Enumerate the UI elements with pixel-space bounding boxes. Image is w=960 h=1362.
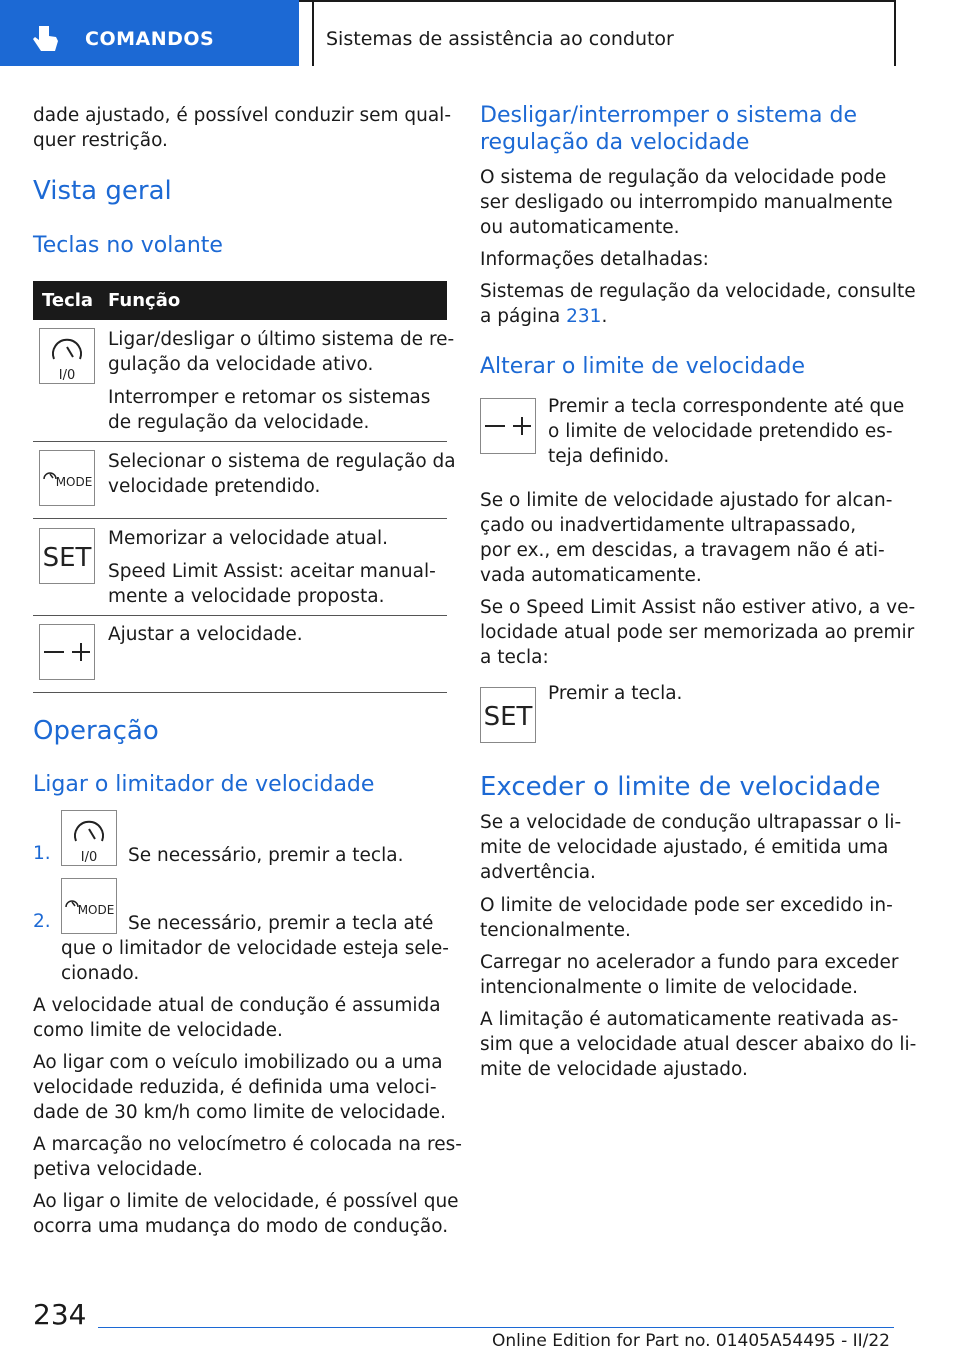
- header-divider-right: [894, 0, 896, 66]
- step-2-number: 2.: [33, 911, 51, 932]
- table-row-1-text-2: Interromper e retomar os sistemas de regulação da velocidade.: [108, 387, 431, 433]
- svg-text:SET: SET: [483, 702, 533, 732]
- heading-switch-on: Ligar o limitador de velocidade: [33, 772, 375, 797]
- paragraph: A velocidade atual de condução é assumida como limite de velocidade.: [33, 995, 441, 1041]
- col-function-header: Função: [108, 290, 181, 311]
- intro-paragraph: dade ajustado, é possível conduzir sem qual- quer restrição.: [33, 105, 451, 151]
- change-key: [480, 398, 536, 454]
- section-title: Sistemas de assistência ao condutor: [326, 28, 674, 50]
- heading-keys: Teclas no volante: [33, 233, 223, 258]
- paragraph: Carregar no acelerador a fundo para exceder intencionalmente o limite de velocidade.: [480, 952, 899, 998]
- set-key-icon: [481, 688, 535, 742]
- table-divider: [33, 518, 447, 519]
- paragraph: A marcação no velocímetro é colocada na res- petiva velocidade.: [33, 1134, 462, 1180]
- speedometer-i0-icon: [40, 329, 94, 383]
- key-set: [39, 528, 95, 584]
- paragraph: O limite de velocidade pode ser excedido in- tencionalmente.: [480, 895, 893, 941]
- chapter-tab: [0, 0, 299, 66]
- set-key-icon: [40, 529, 94, 583]
- minus-plus-icon: [481, 399, 535, 453]
- heading-operation: Operação: [33, 716, 159, 746]
- table-row-4-text: Ajustar a velocidade.: [108, 624, 303, 645]
- press-key-text: Premir a tecla.: [548, 683, 683, 704]
- paragraph: Se a velocidade de condução ultrapassar o li- mite de velocidade ajustado, é emitida uma advertência.: [480, 812, 902, 883]
- step-1-text: Se necessário, premir a tecla.: [128, 845, 404, 866]
- svg-text:MODE: MODE: [77, 903, 115, 917]
- minus-plus-icon: [40, 625, 94, 679]
- step-2-key: [61, 878, 117, 934]
- table-row-1-text: Ligar/desligar o último sistema de re- gulação da velocidade ativo.: [108, 329, 455, 375]
- heading-switch-off: Desligar/interromper o sistema de regulação da velocidade: [480, 103, 857, 155]
- header-divider-left: [312, 0, 314, 66]
- heading-exceed-limit: Exceder o limite de velocidade: [480, 772, 881, 802]
- col-key-header: Tecla: [42, 290, 94, 311]
- press-key-set: [480, 687, 536, 743]
- svg-text:SET: SET: [42, 543, 92, 573]
- table-row-3-text: Memorizar a velocidade atual.: [108, 528, 389, 549]
- paragraph: Ao ligar com o veículo imobilizado ou a uma velocidade reduzida, é definida uma veloci- dade de 30 km/h como limite de velocidade.: [33, 1052, 446, 1123]
- speedometer-mode-icon: [40, 451, 94, 505]
- paragraph: A limitação é automaticamente reativada as- sim que a velocidade atual descer abaixo do li- mite de velocidade ajustado.: [480, 1009, 917, 1080]
- table-header: [33, 281, 447, 320]
- key-i0: [39, 328, 95, 384]
- key-minus-plus: [39, 624, 95, 680]
- paragraph: Se o Speed Limit Assist não estiver ativo, a ve- locidade atual pode ser memorizada ao premir a tecla:: [480, 597, 916, 668]
- table-divider: [33, 615, 447, 616]
- footer-rule: [98, 1327, 894, 1328]
- paragraph: Se o limite de velocidade ajustado for alcan- çado ou inadvertidamente ultrapassado, por ex., em descidas, a travagem não é ati- vada automaticamente.: [480, 490, 893, 586]
- key-mode: [39, 450, 95, 506]
- step-2-text-2: que o limitador de velocidade esteja sele- cionado.: [61, 938, 449, 984]
- svg-text:I/0: I/0: [58, 368, 76, 383]
- speedometer-mode-icon: [62, 879, 116, 933]
- heading-change-limit: Alterar o limite de velocidade: [480, 354, 806, 379]
- step-2-text-1: Se necessário, premir a tecla até: [128, 913, 434, 934]
- table-divider: [33, 692, 447, 693]
- hand-pointer-icon: [30, 22, 64, 54]
- svg-text:MODE: MODE: [55, 475, 93, 489]
- chapter-tab-label: COMANDOS: [85, 28, 215, 50]
- paragraph-info: Informações detalhadas:: [480, 249, 709, 270]
- paragraph: Ao ligar o limite de velocidade, é possível que ocorra uma mudança do modo de condução.: [33, 1191, 459, 1237]
- change-text: Premir a tecla correspondente até que o limite de velocidade pretendido es- teja definido.: [548, 396, 905, 467]
- page-link-231[interactable]: 231: [566, 306, 602, 327]
- page-number: 234: [33, 1298, 87, 1331]
- header-rule: [299, 0, 896, 2]
- step-1-key: [61, 810, 117, 866]
- step-1-number: 1.: [33, 843, 51, 864]
- edition-note: Online Edition for Part no. 01405A54495 - II/22: [491, 1331, 890, 1351]
- heading-overview: Vista geral: [33, 176, 172, 206]
- svg-text:I/0: I/0: [80, 850, 98, 865]
- table-divider: [33, 441, 447, 442]
- table-row-2-text: Selecionar o sistema de regulação da velocidade pretendido.: [108, 451, 456, 497]
- paragraph: O sistema de regulação da velocidade pode ser desligado ou interrompido manualmente ou automaticamente.: [480, 167, 893, 238]
- table-row-3-text-2: Speed Limit Assist: aceitar manual- mente a velocidade proposta.: [108, 561, 436, 607]
- paragraph-see: Sistemas de regulação da velocidade, consulte a página 231.: [480, 281, 916, 327]
- speedometer-i0-icon: [62, 811, 116, 865]
